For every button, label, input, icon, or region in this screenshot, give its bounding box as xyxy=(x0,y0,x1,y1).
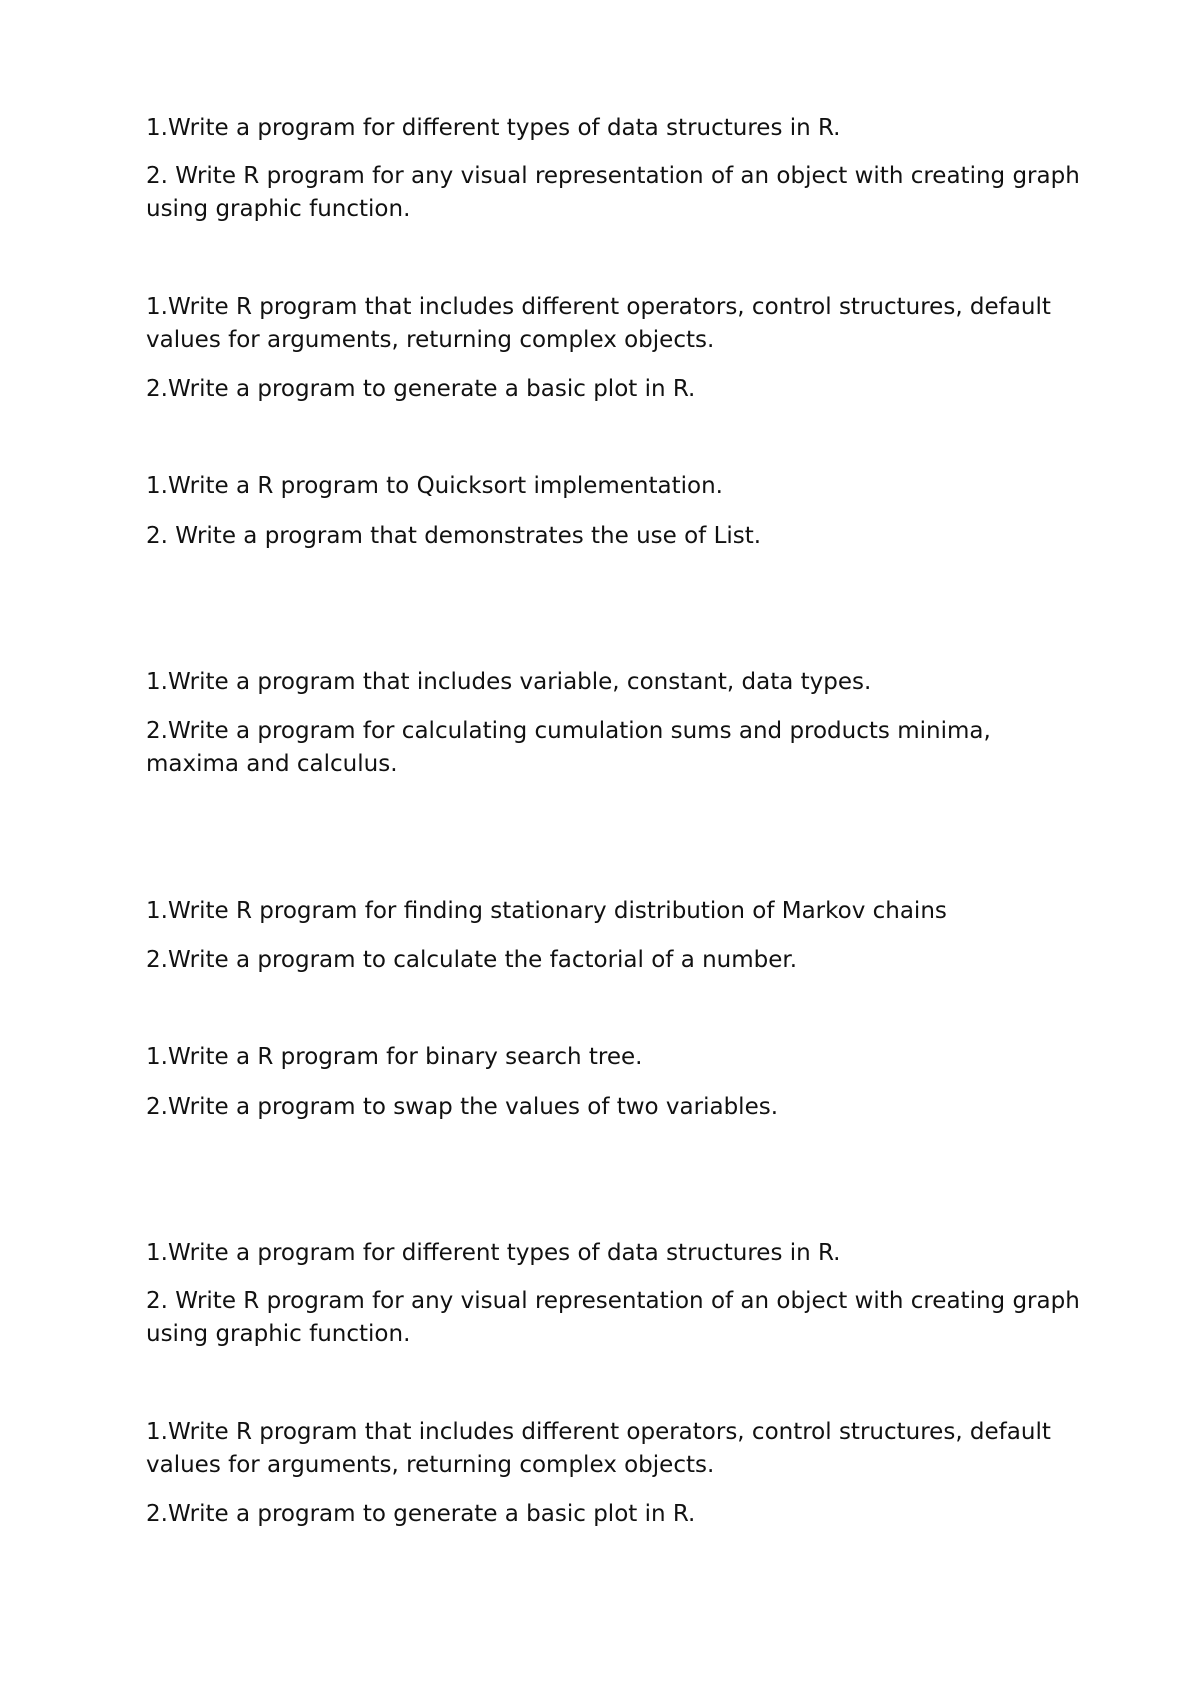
question-paragraph: 1.Write a program for different types of data structures in R. xyxy=(146,115,841,141)
question-paragraph: 2.Write a program to calculate the factorial of a number. xyxy=(146,947,798,973)
question-paragraph: 2.Write a program to generate a basic plot in R. xyxy=(146,1501,696,1527)
question-paragraph: 2. Write R program for any visual representation of an object with creating graph using graphic function. xyxy=(146,163,1080,222)
question-paragraph: 1.Write a R program for binary search tree. xyxy=(146,1044,643,1070)
question-paragraph: 1.Write a R program to Quicksort implementation. xyxy=(146,473,723,499)
question-paragraph: 1.Write R program for finding stationary distribution of Markov chains xyxy=(146,898,947,924)
question-paragraph: 1.Write R program that includes different operators, control structures, default values for arguments, returning complex objects. xyxy=(146,1419,1051,1478)
question-paragraph: 2. Write a program that demonstrates the use of List. xyxy=(146,523,762,549)
question-paragraph: 1.Write a program for different types of data structures in R. xyxy=(146,1240,841,1266)
question-paragraph: 2.Write a program to generate a basic plot in R. xyxy=(146,376,696,402)
question-paragraph: 1.Write a program that includes variable, constant, data types. xyxy=(146,669,872,695)
question-paragraph: 2.Write a program to swap the values of two variables. xyxy=(146,1094,779,1120)
question-paragraph: 1.Write R program that includes different operators, control structures, default values for arguments, returning complex objects. xyxy=(146,294,1051,353)
question-paragraph: 2. Write R program for any visual representation of an object with creating graph using graphic function. xyxy=(146,1288,1080,1347)
question-paragraph: 2.Write a program for calculating cumulation sums and products minima, maxima and calculus. xyxy=(146,718,991,777)
